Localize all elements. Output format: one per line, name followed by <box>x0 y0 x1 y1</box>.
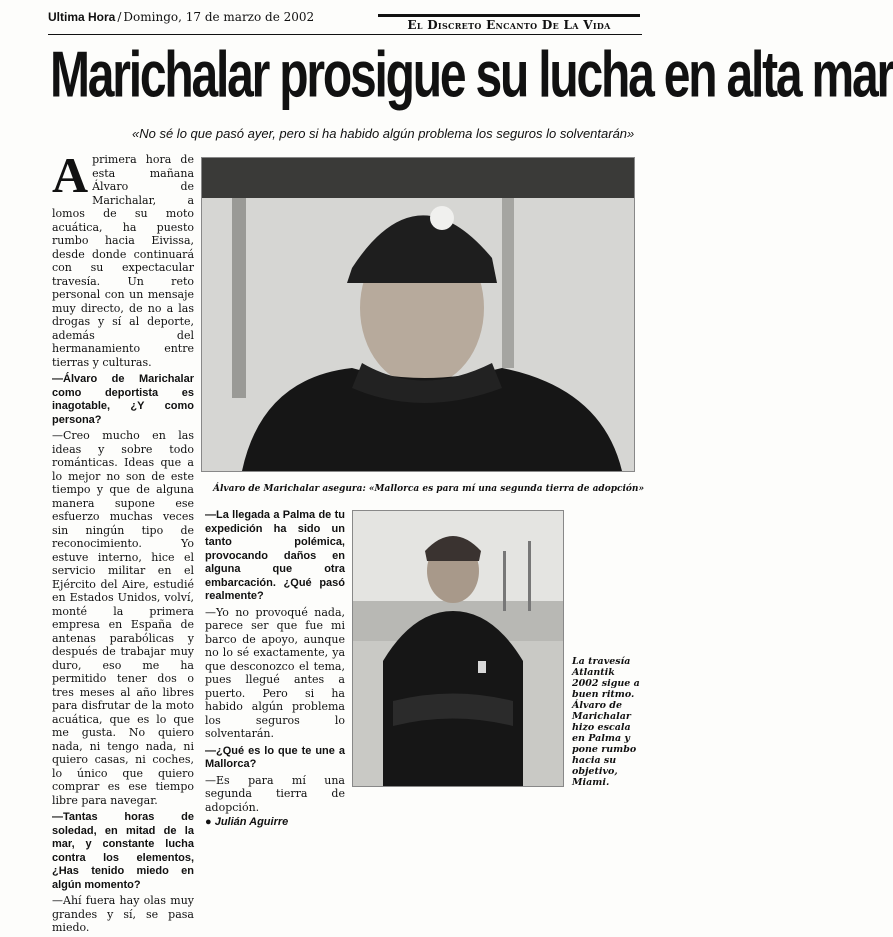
intro-paragraph: primera hora de esta mañana Álvaro de Marichalar, a lomos de su moto acuática, ha puesto rumbo hacia Eivissa, desde donde continuará con su expectacular travesía. Un reto personal con un mensaje muy directo, de no a las drogas y sí al deporte, además del hermanamiento entre tierras y culturas. <box>52 153 194 369</box>
masthead-separator: / <box>117 10 122 24</box>
answer-1: —Creo mucho en las ideas y sobre todo románticas. Ideas que a lo mejor no son de este tiempo y que de alguna manera supone ese esfuerzo muchas veces sin ningún tipo de reconocimiento. Yo estuve interno, hice el servicio militar en el Ejército del Aire, estudié en Estados Unidos, volví, monté la primera empresa en España de antenas parabólicas y después de trabajar muy duro, eso me ha permitido tener dos o tres meses al año libres para disfrutar de la moto acuática, que es lo que me gusta. No quiero nada, ni tengo nada, ni quiero casas, ni coches, lo único que quiero comprar es ese tiempo libre para navegar. <box>52 429 194 807</box>
answer-4: —Es para mí una segunda tierra de adopción. <box>205 773 345 814</box>
question-1: —Álvaro de Marichalar como deportista es inagotable, ¿Y como persona? <box>52 373 194 426</box>
masthead <box>48 10 314 24</box>
main-photo-caption: Álvaro de Marichalar asegura: «Mallorca es para mí una segunda tierra de adopción» <box>213 484 645 494</box>
portrait-illustration <box>202 158 634 471</box>
drop-cap: A <box>52 147 89 203</box>
headline: Marichalar prosigue su lucha en alta mar <box>50 39 893 112</box>
main-photo <box>201 157 635 472</box>
harbor-photo <box>352 510 564 787</box>
issue-date: Domingo, 17 de marzo de 2002 <box>123 10 315 24</box>
question-4: —¿Qué es lo que te une a Mallorca? <box>205 744 345 770</box>
header-rule <box>48 34 642 35</box>
section-title: El Discreto Encanto De La Vida <box>378 14 640 32</box>
answer-2: —Ahí fuera hay olas muy grandes y sí, se pasa miedo. <box>52 894 194 934</box>
paper-name: Ultima Hora <box>48 10 116 24</box>
article-column-2 <box>205 509 345 832</box>
answer-3: —Yo no provoqué nada, parece ser que fue mi barco de apoyo, aunque no lo sé exactamente, ya que desconozco el tema, pues llegué antes a puerto. Pero si ha habido algún problema los seguros lo solventarán. <box>205 605 345 740</box>
subheadline: «No sé lo que pasó ayer, pero si ha habido algún problema los seguros lo solventarán» <box>132 126 635 141</box>
question-3: —La llegada a Palma de tu expedición ha sido un tanto polémica, provocando daños en alguna que otra embarcación. ¿Qué pasó realmente? <box>205 509 345 602</box>
question-2: —Tantas horas de soledad, en mitad de la mar, y constante lucha contra los elementos, ¿Has tenido miedo en algún momento? <box>52 811 194 891</box>
byline: ● Julián Aguirre <box>205 816 289 828</box>
harbor-illustration <box>353 511 563 786</box>
article-column-1 <box>52 147 194 937</box>
harbor-photo-caption: La travesía Atlantik 2002 sigue a buen ritmo. Álvaro de Marichalar hizo escala en Palma y pone rumbo hacia su objetivo, Miami. <box>572 656 640 788</box>
